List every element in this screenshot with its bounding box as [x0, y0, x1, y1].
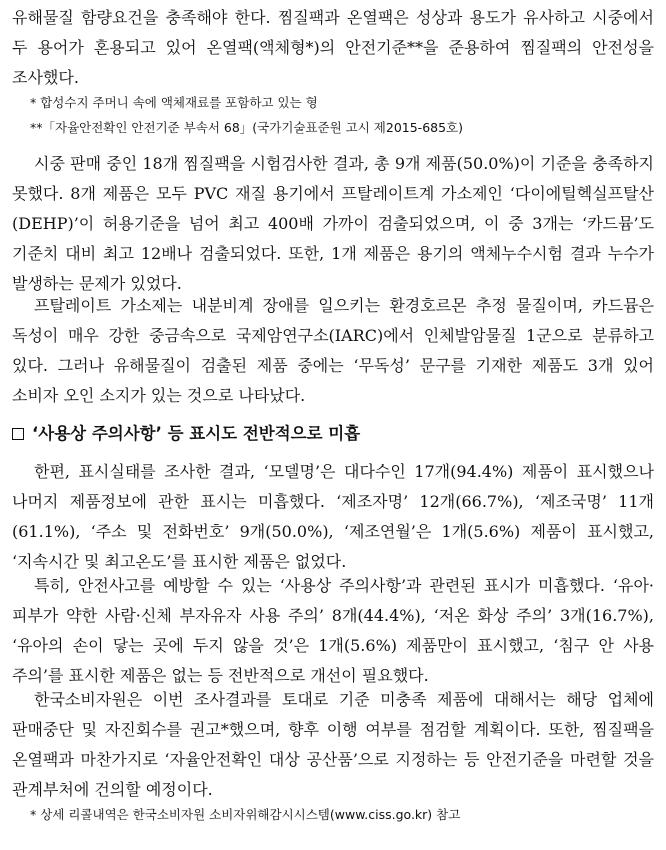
paragraph-test-results: 시중 판매 중인 18개 찜질팩을 시험검사한 결과, 총 9개 제품(50.0%)이 기준을 충족하지 못했다. 8개 제품은 모두 PVC 재질 용기에서 프탈레이트계 가소제인 ‘다이에틸헥실프탈산(DEHP)’이 허용기준을 넘어 최고 400배 가까이 검출되었으며, 이 중 3개는 ‘카드뮴’도 기준치 대비 최고 12배나 검출되었다. 또한, 1개 제품은 용기의 액체누수시험 결과 누수가 발생하는 문제가 있었다.: [12, 154, 654, 293]
paragraph-recall-recommendation: 한국소비자원은 이번 조사결과를 토대로 기준 미충족 제품에 대해서는 해당 업체에 판매중단 및 자진회수를 권고*했으며, 향후 이행 여부를 점검할 계획이다. 또한, 찜질팩을 온열팩과 마찬가지로 ‘자율안전확인 대상 공산품’으로 지정하는 등 안전기준을 마련할 것을 관계부처에 건의할 예정이다.: [12, 690, 654, 799]
paragraph-labeling-survey: 한편, 표시실태를 조사한 결과, ‘모델명’은 대다수인 17개(94.4%) 제품이 표시했으나 나머지 제품정보에 관한 표시는 미흡했다. ‘제조자명’ 12개(66.7%), ‘제조국명’ 11개(61.1%), ‘주소 및 전화번호’ 9개(50.0%), ‘제조연월’은 1개(5.6%) 제품이 표시했고, ‘지속시간 및 최고온도’를 표시한 제품은 없었다.: [12, 462, 654, 571]
section-heading-text: ‘사용상 주의사항’ 등 표시도 전반적으로 미흡: [32, 424, 361, 443]
paragraph-caution-labeling: 특히, 안전사고를 예방할 수 있는 ‘사용상 주의사항’과 관련된 표시가 미흡했다. ‘유아·피부가 약한 사람·신체 부자유자 사용 주의’ 8개(44.4%), ‘저온 화상 주의’ 3개(16.7%), ‘유아의 손이 닿는 곳에 두지 않을 것’은 1개(5.6%) 제품만이 표시했고, ‘침구 안 사용 주의’를 표시한 제품은 없는 등 전반적으로 개선이 필요했다.: [12, 576, 654, 685]
paragraph-safety-standard: 유해물질 함량요건을 충족해야 한다. 찜질팩과 온열팩은 성상과 용도가 유사하고 시중에서 두 용어가 혼용되고 있어 온열팩(액체형*)의 안전기준**을 준용하여 찜질팩의 안전성을 조사했다.: [12, 8, 654, 87]
footnote-standard-reference: **「자율안전확인 안전기준 부속서 68」(국가기술표준원 고시 제2015-685호): [30, 120, 464, 135]
footnote-recall-details: * 상세 리콜내역은 한국소비자원 소비자위해감시시스템(www.ciss.go.kr) 참고: [30, 807, 461, 822]
footnote-liquid-type: * 합성수지 주머니 속에 액체재료를 포함하고 있는 형: [30, 95, 318, 110]
paragraph-phthalate-cadmium: 프탈레이트 가소제는 내분비계 장애를 일으키는 환경호르몬 추정 물질이며, 카드뮴은 독성이 매우 강한 중금속으로 국제암연구소(IARC)에서 인체발암물질 1군으로 분류하고 있다. 그러나 유해물질이 검출된 제품 중에는 ‘무독성’ 문구를 기재한 제품도 3개 있어 소비자 오인 소지가 있는 것으로 나타났다.: [12, 296, 654, 405]
square-bullet-icon: [12, 428, 24, 440]
section-heading: [12, 421, 654, 447]
